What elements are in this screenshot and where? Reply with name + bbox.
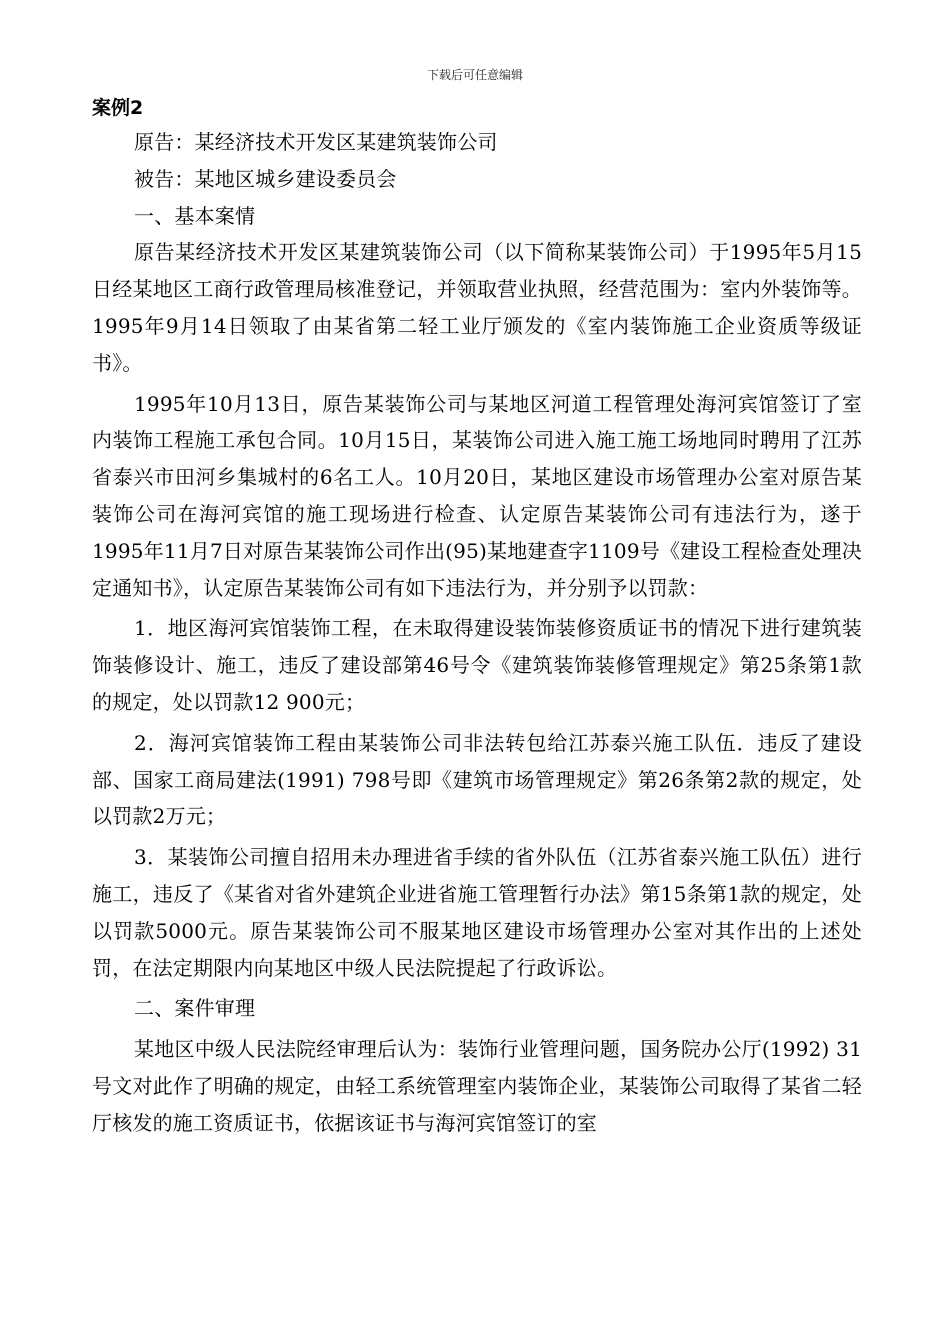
section-heading-trial: 二、案件审理	[134, 996, 256, 1021]
paragraph-court-opinion: 某地区中级人民法院经审理后认为：装饰行业管理问题，国务院办公厅(1992) 31号文对此作了明确的规定，由轻工系统管理室内装饰企业，某装饰公司取得了某省二轻厅核发的施工资质证书，依据该证书与海河宾馆签订的室	[92, 1037, 862, 1135]
plaintiff-line: 原告：某经济技术开发区某建筑装饰公司	[134, 130, 498, 154]
paragraph-background: 原告某经济技术开发区某建筑装饰公司（以下简称某装饰公司）于1995年5月15日经某地区工商行政管理局核准登记，并领取营业执照，经营范围为：室内外装饰等。1995年9月14日领取了由某省第二轻工业厅颁发的《室内装饰施工企业资质等级证书》。	[92, 240, 862, 375]
page-header-note: 下载后可任意编辑	[426, 68, 523, 82]
violation-item-3: 3．某装饰公司擅自招用未办理进省手续的省外队伍（江苏省泰兴施工队伍）进行施工，违反了《某省对省外建筑企业进省施工管理暂行办法》第15条第1款的规定，处以罚款5000元。原告某装饰公司不服某地区建设市场管理办公室对其作出的上述处罚，在法定期限内向某地区中级人民法院提起了行政诉讼。	[92, 845, 862, 980]
violation-item-1: 1．地区海河宾馆装饰工程，在未取得建设装饰装修资质证书的情况下进行建筑装饰装修设计、施工，违反了建设部第46号令《建筑装饰装修管理规定》第25条第1款的规定，处以罚款12 900元；	[92, 616, 862, 714]
paragraph-inspection: 1995年10月13日，原告某装饰公司与某地区河道工程管理处海河宾馆签订了室内装饰工程施工承包合同。10月15日，某装饰公司进入施工施工场地同时聘用了江苏省泰兴市田河乡集城村的6名工人。10月20日，某地区建设市场管理办公室对原告某装饰公司在海河宾馆的施工现场进行检查、认定原告某装饰公司有违法行为，遂于1995年11月7日对原告某装饰公司作出(95)某地建查字1109号《建设工程检查处理决定通知书》，认定原告某装饰公司有如下违法行为，并分别予以罚款：	[92, 391, 862, 600]
case-title: 案例2	[92, 97, 144, 119]
violation-item-2: 2．海河宾馆装饰工程由某装饰公司非法转包给江苏泰兴施工队伍．违反了建设部、国家工商局建法(1991) 798号即《建筑市场管理规定》第26条第2款的规定，处以罚款2万元；	[92, 730, 862, 829]
document-body	[92, 92, 862, 1142]
defendant-line: 被告：某地区城乡建设委员会	[134, 166, 397, 191]
section-heading-basic-facts: 一、基本案情	[134, 203, 256, 228]
